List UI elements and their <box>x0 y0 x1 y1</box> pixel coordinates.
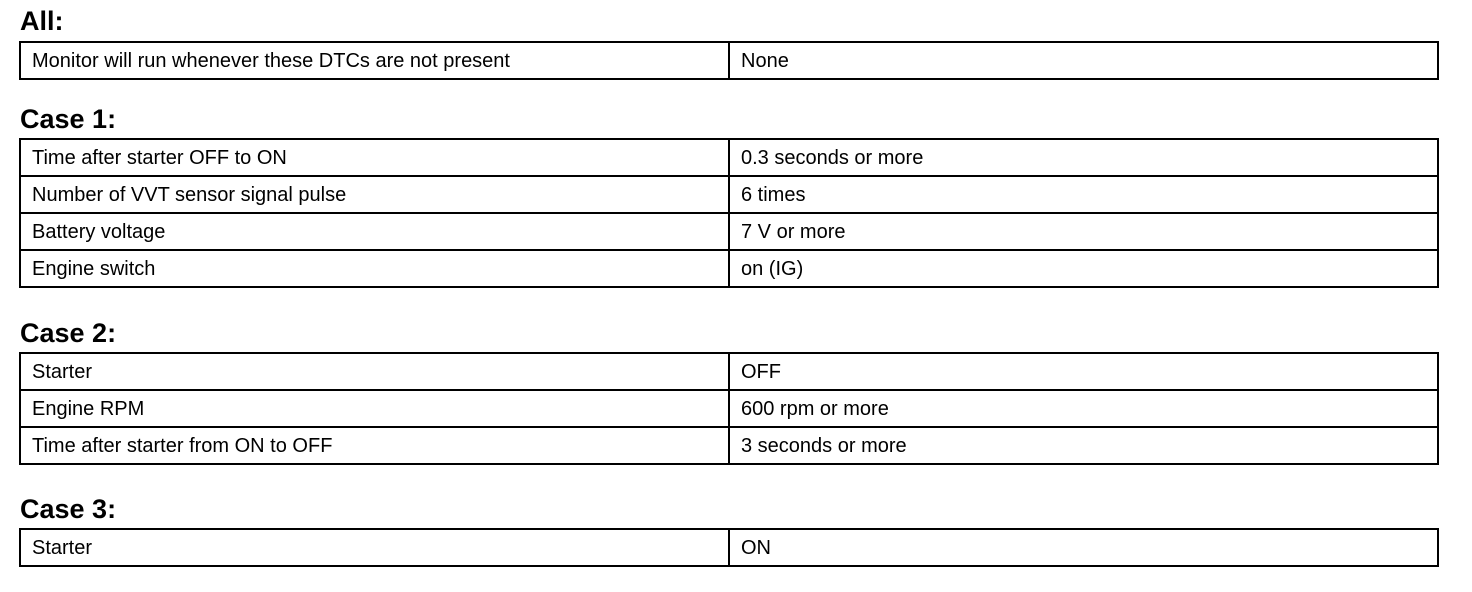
value-cell: OFF <box>729 353 1438 390</box>
section-title-case-1: Case 1: <box>20 104 117 134</box>
value-cell: 7 V or more <box>729 213 1438 250</box>
table-row <box>20 176 1438 213</box>
table-row <box>20 139 1438 176</box>
table-row <box>20 529 1438 566</box>
table-row <box>20 42 1438 79</box>
value-cell: None <box>729 42 1438 79</box>
section-title-case-2: Case 2: <box>20 318 117 348</box>
value-cell: on (IG) <box>729 250 1438 287</box>
table-row <box>20 427 1438 464</box>
conditions-table-case-2 <box>19 352 1439 465</box>
table-row <box>20 353 1438 390</box>
condition-cell: Number of VVT sensor signal pulse <box>20 176 729 213</box>
section-title-all: All: <box>20 6 64 36</box>
conditions-table-case-3 <box>19 528 1439 567</box>
conditions-table-case-1 <box>19 138 1439 288</box>
value-cell: 3 seconds or more <box>729 427 1438 464</box>
condition-cell: Starter <box>20 529 729 566</box>
table-row <box>20 250 1438 287</box>
condition-cell: Battery voltage <box>20 213 729 250</box>
value-cell: 6 times <box>729 176 1438 213</box>
condition-cell: Engine switch <box>20 250 729 287</box>
value-cell: 0.3 seconds or more <box>729 139 1438 176</box>
condition-cell: Starter <box>20 353 729 390</box>
condition-cell: Engine RPM <box>20 390 729 427</box>
table-row <box>20 390 1438 427</box>
value-cell: 600 rpm or more <box>729 390 1438 427</box>
conditions-table-all <box>19 41 1439 80</box>
condition-cell: Monitor will run whenever these DTCs are not present <box>20 42 729 79</box>
value-cell: ON <box>729 529 1438 566</box>
section-title-case-3: Case 3: <box>20 494 117 524</box>
condition-cell: Time after starter OFF to ON <box>20 139 729 176</box>
table-row <box>20 213 1438 250</box>
condition-cell: Time after starter from ON to OFF <box>20 427 729 464</box>
